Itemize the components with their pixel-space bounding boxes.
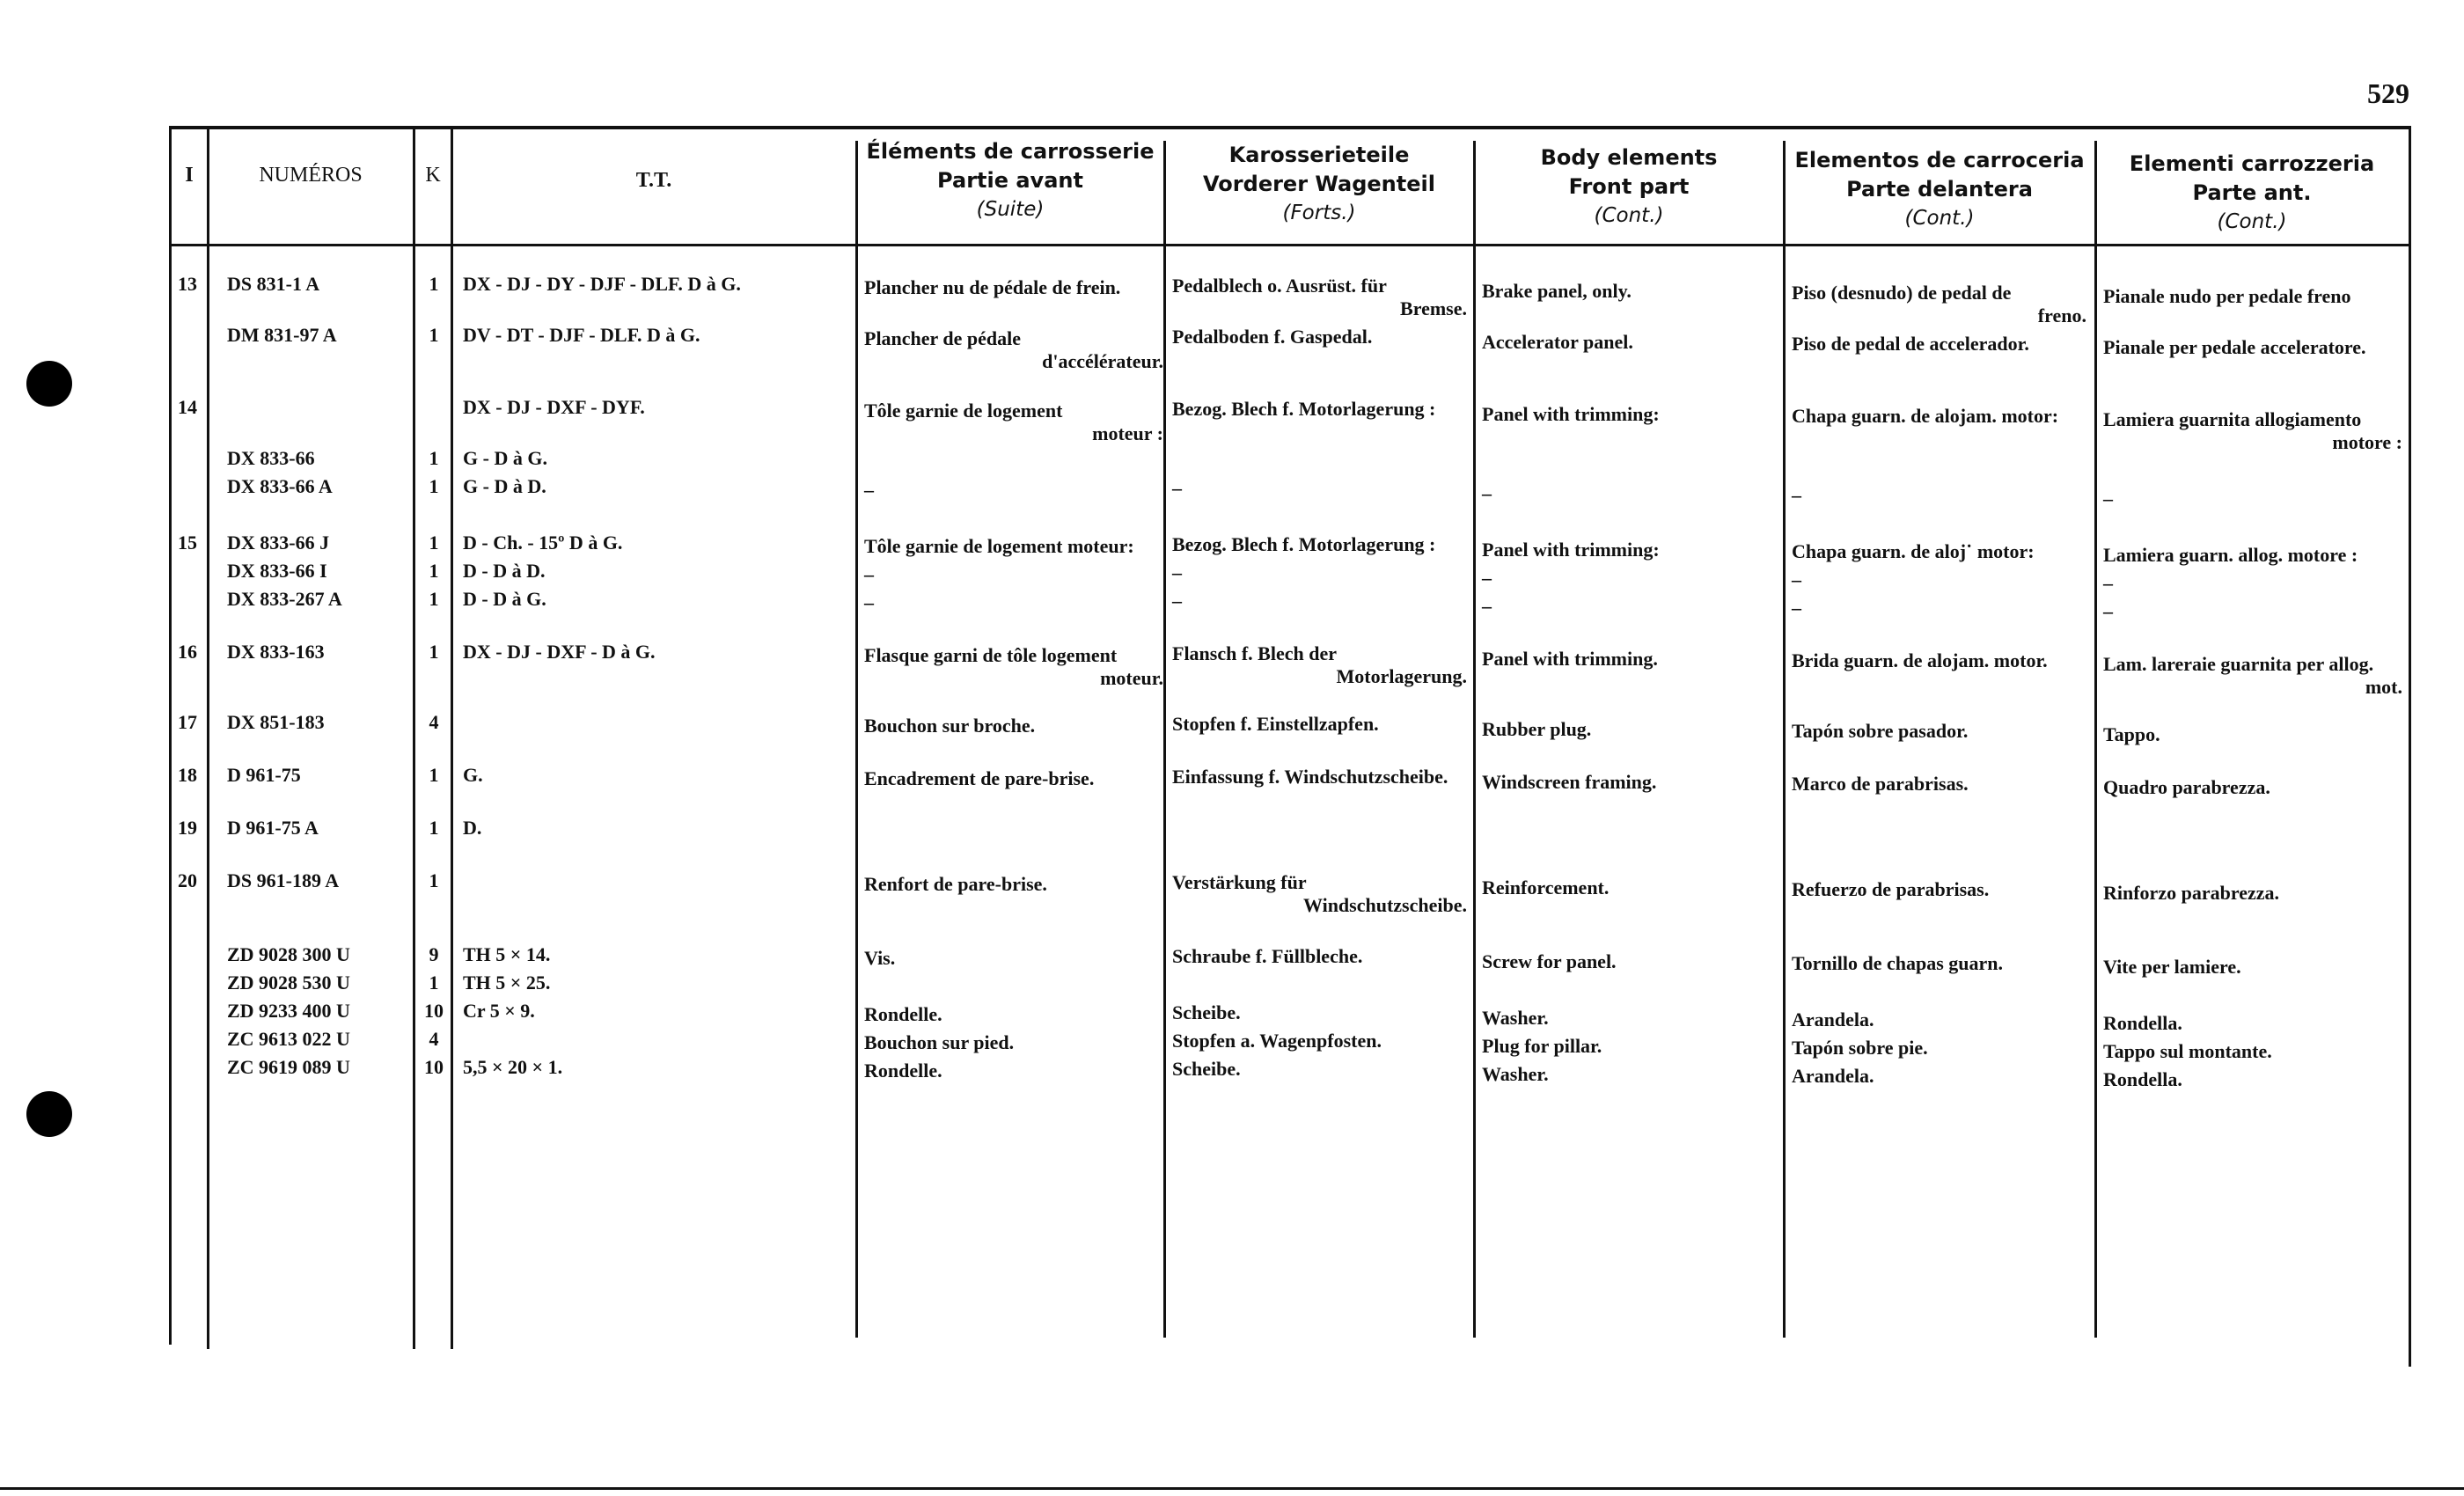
description-line: Accelerator panel. bbox=[1482, 331, 1633, 353]
description-line: – bbox=[1792, 568, 1801, 590]
description-line: – bbox=[1482, 567, 1492, 589]
description-it bbox=[2103, 336, 2402, 359]
column-border bbox=[451, 126, 453, 1349]
description-en bbox=[1482, 482, 1777, 505]
description-line: Screw for panel. bbox=[1482, 950, 1617, 972]
description-en bbox=[1482, 403, 1777, 426]
description-line: Reinforcement. bbox=[1482, 876, 1610, 898]
description-es bbox=[1792, 405, 2086, 428]
description-line: – bbox=[1172, 561, 1182, 583]
description-es bbox=[1792, 597, 2086, 620]
description-line: Plancher de pédale bbox=[864, 327, 1022, 349]
description-line: – bbox=[864, 563, 874, 585]
description-line: Scheibe. bbox=[1172, 1058, 1241, 1080]
description-it bbox=[2103, 572, 2402, 595]
tt-application: DX - DJ - DXF - D à G. bbox=[463, 641, 656, 663]
quantity-k: 9 bbox=[429, 943, 439, 965]
row-index: 19 bbox=[178, 817, 197, 839]
description-fr bbox=[864, 767, 1163, 790]
description-line: – bbox=[2103, 488, 2113, 510]
description-de bbox=[1172, 533, 1467, 556]
tt-application: D. bbox=[463, 817, 482, 839]
tt-application: TH 5 × 14. bbox=[463, 943, 551, 965]
header-italian-sub: Parte ant. bbox=[2192, 180, 2312, 205]
description-en bbox=[1482, 950, 1777, 973]
description-fr bbox=[864, 563, 1163, 586]
description-line: Verstärkung für bbox=[1172, 871, 1307, 893]
description-line: Piso (desnudo) de pedal de bbox=[1792, 282, 2012, 304]
description-it bbox=[2103, 956, 2402, 979]
description-de bbox=[1172, 945, 1467, 968]
description-line: Lam. lareraie guarnita per allog. bbox=[2103, 653, 2374, 675]
quantity-k: 1 bbox=[429, 532, 439, 554]
part-number: DX 833-267 A bbox=[227, 588, 342, 610]
description-line: Bouchon sur broche. bbox=[864, 715, 1036, 737]
part-number: DX 851-183 bbox=[227, 711, 325, 733]
description-it bbox=[2103, 723, 2402, 746]
description-line: Plancher nu de pédale de frein. bbox=[864, 276, 1121, 298]
description-en bbox=[1482, 876, 1777, 899]
description-fr bbox=[864, 715, 1163, 737]
description-es bbox=[1792, 952, 2086, 975]
description-line: Arandela. bbox=[1792, 1065, 1874, 1087]
header-german-sub: Vorderer Wagenteil bbox=[1203, 172, 1435, 196]
description-en bbox=[1482, 280, 1777, 303]
description-line: Rinforzo parabrezza. bbox=[2103, 882, 2279, 904]
description-it bbox=[2103, 1040, 2402, 1063]
header-german-note: (Forts.) bbox=[1282, 202, 1356, 224]
description-line: mot. bbox=[2365, 676, 2402, 698]
description-de bbox=[1172, 1030, 1467, 1052]
description-line: Einfassung f. Windschutzscheibe. bbox=[1172, 766, 1448, 788]
tt-application: G - D à G. bbox=[463, 447, 547, 469]
column-border bbox=[169, 126, 172, 1345]
description-de bbox=[1172, 766, 1467, 788]
description-es bbox=[1792, 540, 2086, 563]
description-es bbox=[1792, 333, 2086, 356]
description-line: Pedalblech o. Ausrüst. für bbox=[1172, 275, 1387, 297]
description-de bbox=[1172, 1001, 1467, 1024]
description-en bbox=[1482, 1035, 1777, 1058]
header-english-title: Body elements bbox=[1540, 145, 1718, 170]
description-line: Bezog. Blech f. Motorlagerung : bbox=[1172, 533, 1436, 555]
column-border bbox=[2094, 141, 2097, 1338]
header-italian-title: Elementi carrozzeria bbox=[2129, 151, 2375, 176]
description-line: Rubber plug. bbox=[1482, 718, 1592, 740]
header-k: K bbox=[425, 164, 441, 187]
description-line: Schraube f. Füllbleche. bbox=[1172, 945, 1363, 967]
description-line: – bbox=[1482, 595, 1492, 617]
quantity-k: 1 bbox=[429, 273, 439, 295]
header-english bbox=[1477, 143, 1781, 231]
part-number: DX 833-66 bbox=[227, 447, 315, 469]
header-german-title: Karosserieteile bbox=[1228, 143, 1410, 167]
description-it bbox=[2103, 1068, 2402, 1091]
table-right-border bbox=[2409, 126, 2411, 1367]
description-de bbox=[1172, 871, 1467, 917]
description-en bbox=[1482, 771, 1777, 794]
tt-application: G. bbox=[463, 764, 483, 786]
description-line: Lamiera guarnita allogiamento bbox=[2103, 408, 2362, 430]
punch-hole bbox=[26, 1091, 72, 1137]
description-fr bbox=[864, 327, 1163, 373]
row-index: 17 bbox=[178, 711, 197, 733]
part-number: ZD 9028 300 U bbox=[227, 943, 350, 965]
description-it bbox=[2103, 285, 2402, 308]
description-line: Tapón sobre pasador. bbox=[1792, 720, 1969, 742]
description-line: Plug for pillar. bbox=[1482, 1035, 1602, 1057]
description-de bbox=[1172, 275, 1467, 320]
description-de bbox=[1172, 590, 1467, 612]
description-line: Piso de pedal de accelerador. bbox=[1792, 333, 2029, 355]
description-de bbox=[1172, 477, 1467, 500]
quantity-k: 10 bbox=[424, 1000, 444, 1022]
description-line: Arandela. bbox=[1792, 1008, 1874, 1030]
description-line: Refuerzo de parabrisas. bbox=[1792, 878, 1990, 900]
description-line: Quadro parabrezza. bbox=[2103, 776, 2270, 798]
description-es bbox=[1792, 773, 2086, 796]
header-english-sub: Front part bbox=[1568, 174, 1690, 199]
part-number: DX 833-66 A bbox=[227, 475, 333, 497]
header-spanish-title: Elementos de carroceria bbox=[1794, 148, 2085, 172]
page-number: 529 bbox=[2367, 77, 2409, 109]
column-border bbox=[207, 126, 209, 1349]
tt-application: D - D à G. bbox=[463, 588, 546, 610]
quantity-k: 1 bbox=[429, 869, 439, 891]
description-fr bbox=[864, 276, 1163, 299]
description-it bbox=[2103, 488, 2402, 510]
header-numbers: NUMÉROS bbox=[259, 164, 363, 187]
description-line: Bezog. Blech f. Motorlagerung : bbox=[1172, 398, 1436, 420]
row-index: 15 bbox=[178, 532, 197, 554]
description-line: moteur. bbox=[1100, 667, 1163, 689]
row-index: 13 bbox=[178, 273, 197, 295]
description-line: Marco de parabrisas. bbox=[1792, 773, 1969, 795]
description-line: Panel with trimming: bbox=[1482, 539, 1660, 561]
description-line: Tôle garnie de logement bbox=[864, 400, 1063, 422]
tt-application: DV - DT - DJF - DLF. D à G. bbox=[463, 324, 700, 346]
description-line: – bbox=[1172, 590, 1182, 612]
header-spanish bbox=[1786, 146, 2093, 233]
bottom-rule bbox=[0, 1487, 2464, 1490]
description-line: Stopfen f. Einstellzapfen. bbox=[1172, 713, 1379, 735]
quantity-k: 1 bbox=[429, 324, 439, 346]
description-en bbox=[1482, 648, 1777, 671]
row-index: 20 bbox=[178, 869, 197, 891]
description-line: – bbox=[2103, 572, 2113, 594]
description-es bbox=[1792, 484, 2086, 507]
part-number: D 961-75 bbox=[227, 764, 301, 786]
description-de bbox=[1172, 398, 1467, 421]
description-line: Renfort de pare-brise. bbox=[864, 873, 1047, 895]
description-line: Tornillo de chapas guarn. bbox=[1792, 952, 2004, 974]
description-en bbox=[1482, 1063, 1777, 1086]
description-line: Windschutzscheibe. bbox=[1302, 894, 1467, 916]
description-line: Vite per lamiere. bbox=[2103, 956, 2241, 978]
description-es bbox=[1792, 878, 2086, 901]
description-line: motore : bbox=[2332, 431, 2402, 453]
quantity-k: 1 bbox=[429, 560, 439, 582]
header-french-title: Éléments de carrosserie bbox=[866, 139, 1155, 164]
column-border bbox=[1473, 141, 1476, 1338]
header-spanish-note: (Cont.) bbox=[1904, 207, 1975, 230]
quantity-k: 10 bbox=[424, 1056, 444, 1078]
part-number: ZC 9613 022 U bbox=[227, 1028, 350, 1050]
part-number: ZC 9619 089 U bbox=[227, 1056, 350, 1078]
description-line: – bbox=[1172, 477, 1182, 499]
description-line: Tappo sul montante. bbox=[2103, 1040, 2272, 1062]
description-es bbox=[1792, 568, 2086, 591]
description-line: Washer. bbox=[1482, 1007, 1549, 1029]
description-es bbox=[1792, 1065, 2086, 1088]
description-line: Rondella. bbox=[2103, 1068, 2182, 1090]
description-line: Flasque garni de tôle logement bbox=[864, 644, 1118, 666]
part-number: ZD 9233 400 U bbox=[227, 1000, 350, 1022]
description-line: – bbox=[864, 591, 874, 613]
description-it bbox=[2103, 653, 2402, 699]
description-fr bbox=[864, 591, 1163, 614]
header-french-note: (Suite) bbox=[976, 198, 1045, 221]
description-fr bbox=[864, 1031, 1163, 1054]
quantity-k: 4 bbox=[429, 711, 439, 733]
description-line: – bbox=[864, 479, 874, 501]
quantity-k: 1 bbox=[429, 764, 439, 786]
part-number: DS 831-1 A bbox=[227, 273, 320, 295]
part-number: D 961-75 A bbox=[227, 817, 319, 839]
description-de bbox=[1172, 561, 1467, 584]
description-es bbox=[1792, 282, 2086, 327]
description-line: Encadrement de pare-brise. bbox=[864, 767, 1095, 789]
description-it bbox=[2103, 600, 2402, 623]
description-en bbox=[1482, 595, 1777, 618]
header-tt: T.T. bbox=[635, 169, 672, 192]
description-line: – bbox=[1792, 484, 1801, 506]
part-number: DM 831-97 A bbox=[227, 324, 337, 346]
header-french bbox=[859, 137, 1162, 224]
description-line: Rondelle. bbox=[864, 1060, 942, 1082]
header-divider bbox=[169, 244, 2411, 246]
description-line: Washer. bbox=[1482, 1063, 1549, 1085]
description-line: d'accélérateur. bbox=[1042, 350, 1163, 372]
description-line: Flansch f. Blech der bbox=[1172, 642, 1337, 664]
description-en bbox=[1482, 331, 1777, 354]
header-italian-note: (Cont.) bbox=[2217, 210, 2287, 233]
quantity-k: 1 bbox=[429, 475, 439, 497]
column-border bbox=[855, 141, 858, 1338]
description-line: moteur : bbox=[1092, 422, 1163, 444]
description-fr bbox=[864, 400, 1163, 445]
quantity-k: 4 bbox=[429, 1028, 439, 1050]
quantity-k: 1 bbox=[429, 817, 439, 839]
description-line: Lamiera guarn. allog. motore : bbox=[2103, 544, 2358, 566]
description-es bbox=[1792, 649, 2086, 672]
description-line: Stopfen a. Wagenpfosten. bbox=[1172, 1030, 1382, 1052]
description-line: freno. bbox=[2037, 304, 2086, 326]
part-number: DS 961-189 A bbox=[227, 869, 340, 891]
description-line: Brake panel, only. bbox=[1482, 280, 1632, 302]
header-german bbox=[1167, 141, 1471, 228]
header-index: I bbox=[185, 164, 194, 187]
description-line: Scheibe. bbox=[1172, 1001, 1241, 1023]
description-line: Windscreen framing. bbox=[1482, 771, 1657, 793]
description-line: Panel with trimming: bbox=[1482, 403, 1660, 425]
description-en bbox=[1482, 539, 1777, 561]
description-line: Panel with trimming. bbox=[1482, 648, 1658, 670]
description-line: Bremse. bbox=[1400, 297, 1467, 319]
description-es bbox=[1792, 1008, 2086, 1031]
description-fr bbox=[864, 1003, 1163, 1026]
description-it bbox=[2103, 1012, 2402, 1035]
description-line: – bbox=[1792, 597, 1801, 619]
description-de bbox=[1172, 713, 1467, 736]
tt-application: TH 5 × 25. bbox=[463, 972, 551, 994]
tt-application: G - D à D. bbox=[463, 475, 546, 497]
description-fr bbox=[864, 947, 1163, 970]
quantity-k: 1 bbox=[429, 588, 439, 610]
description-fr bbox=[864, 479, 1163, 502]
description-es bbox=[1792, 720, 2086, 743]
tt-application: DX - DJ - DXF - DYF. bbox=[463, 396, 645, 418]
description-de bbox=[1172, 1058, 1467, 1081]
part-number: ZD 9028 530 U bbox=[227, 972, 350, 994]
tt-application: 5,5 × 20 × 1. bbox=[463, 1056, 563, 1078]
row-index: 16 bbox=[178, 641, 197, 663]
row-index: 14 bbox=[178, 396, 197, 418]
description-de bbox=[1172, 642, 1467, 688]
description-fr bbox=[864, 1060, 1163, 1082]
tt-application: D - D à D. bbox=[463, 560, 546, 582]
description-fr bbox=[864, 644, 1163, 690]
description-line: Chapa guarn. de alojam. motor: bbox=[1792, 405, 2059, 427]
description-line: Pedalboden f. Gaspedal. bbox=[1172, 326, 1373, 348]
description-fr bbox=[864, 873, 1163, 896]
description-line: Rondelle. bbox=[864, 1003, 942, 1025]
description-line: Pianale per pedale acceleratore. bbox=[2103, 336, 2366, 358]
header-italian bbox=[2098, 150, 2406, 237]
description-line: Tôle garnie de logement moteur: bbox=[864, 535, 1134, 557]
punch-hole bbox=[26, 361, 72, 407]
description-en bbox=[1482, 567, 1777, 590]
description-line: Pianale nudo per pedale freno bbox=[2103, 285, 2351, 307]
description-en bbox=[1482, 718, 1777, 741]
header-english-note: (Cont.) bbox=[1594, 204, 1664, 227]
description-line: Rondella. bbox=[2103, 1012, 2182, 1034]
description-en bbox=[1482, 1007, 1777, 1030]
description-line: Vis. bbox=[864, 947, 896, 969]
description-line: – bbox=[1482, 482, 1492, 504]
description-it bbox=[2103, 882, 2402, 905]
description-line: Motorlagerung. bbox=[1336, 665, 1467, 687]
column-border bbox=[1783, 141, 1786, 1338]
header-spanish-sub: Parte delantera bbox=[1846, 177, 2033, 202]
description-line: Brida guarn. de alojam. motor. bbox=[1792, 649, 2048, 671]
description-line: Tappo. bbox=[2103, 723, 2160, 745]
description-line: Tapón sobre pie. bbox=[1792, 1037, 1928, 1059]
part-number: DX 833-163 bbox=[227, 641, 325, 663]
quantity-k: 1 bbox=[429, 447, 439, 469]
column-border bbox=[413, 126, 415, 1349]
part-number: DX 833-66 J bbox=[227, 532, 330, 554]
tt-application: D - Ch. - 15º D à G. bbox=[463, 532, 623, 554]
description-it bbox=[2103, 544, 2402, 567]
part-number: DX 833-66 I bbox=[227, 560, 327, 582]
description-line: Bouchon sur pied. bbox=[864, 1031, 1015, 1053]
row-index: 18 bbox=[178, 764, 197, 786]
column-border bbox=[1163, 141, 1166, 1338]
description-es bbox=[1792, 1037, 2086, 1060]
quantity-k: 1 bbox=[429, 641, 439, 663]
description-it bbox=[2103, 776, 2402, 799]
description-line: Chapa guarn. de aloj˙ motor: bbox=[1792, 540, 2035, 562]
description-it bbox=[2103, 408, 2402, 454]
header-french-sub: Partie avant bbox=[937, 168, 1083, 193]
description-fr bbox=[864, 535, 1163, 558]
description-line: – bbox=[2103, 600, 2113, 622]
quantity-k: 1 bbox=[429, 972, 439, 994]
tt-application: Cr 5 × 9. bbox=[463, 1000, 535, 1022]
description-de bbox=[1172, 326, 1467, 348]
tt-application: DX - DJ - DY - DJF - DLF. D à G. bbox=[463, 273, 741, 295]
table-top-border bbox=[169, 126, 2411, 129]
